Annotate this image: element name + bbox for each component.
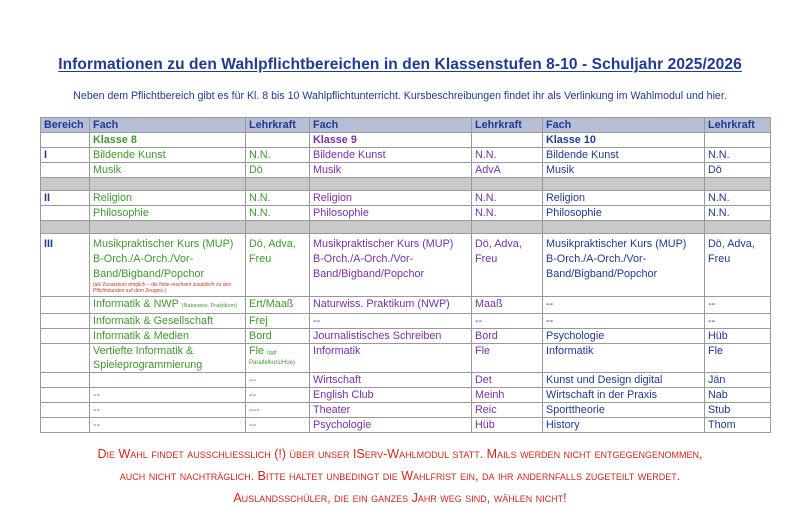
cell-lehrkraft-10: -- <box>705 314 771 329</box>
cell-lehrkraft-8: -- <box>246 388 310 403</box>
cell-lehrkraft-9: Bord <box>472 329 543 344</box>
cell-fach-9: Informatik <box>310 344 472 373</box>
cell-fach-10: Psychologie <box>543 329 705 344</box>
cell-fach-9: English Club <box>310 388 472 403</box>
cell-fach-10: Wirtschaft in der Praxis <box>543 388 705 403</box>
cell-fach-10: Musikpraktischer Kurs (MUP) B-Orch./A-Orch./Vor- Band/Bigband/Popchor <box>543 234 705 297</box>
cell-fach-10: History <box>543 418 705 433</box>
cell-lehrkraft-10: N.N. <box>705 206 771 221</box>
klassen-row <box>41 133 771 148</box>
header-fach-10: Fach <box>543 118 705 133</box>
cell-fach-8: Informatik & Gesellschaft <box>90 314 246 329</box>
cell-lehrkraft-10: Dö, Adva, Freu <box>705 234 771 297</box>
cell-fach-8: Bildende Kunst <box>90 148 246 163</box>
wahlpflicht-table <box>40 117 771 433</box>
table-row <box>41 206 771 221</box>
cell-fach-10: Musik <box>543 163 705 178</box>
header-bereich: Bereich <box>41 118 90 133</box>
cell-lehrkraft-9: Dö, Adva, Freu <box>472 234 543 297</box>
cell-fach-8: Informatik & NWP (Naturwiss. Praktikum) <box>90 297 246 314</box>
cell-lehrkraft-10: Thom <box>705 418 771 433</box>
klasse-9-label: Klasse 9 <box>310 133 472 148</box>
table-row <box>41 234 771 297</box>
notice-text <box>0 443 800 509</box>
cell-lehrkraft-9: AdvA <box>472 163 543 178</box>
notice-line: Auslandsschüler, die ein ganzes Jahr weg sind, wählen nicht! <box>233 491 567 505</box>
cell-lehrkraft-8: Ert/Maaß <box>246 297 310 314</box>
cell-lehrkraft-10: Dö <box>705 163 771 178</box>
cell-lehrkraft-9: Meinh <box>472 388 543 403</box>
cell-lehrkraft-9: N.N. <box>472 148 543 163</box>
cell-lehrkraft-9: Det <box>472 373 543 388</box>
cell-lehrkraft-8: Dö, Adva, Freu <box>246 234 310 297</box>
cell-fach-10: Religion <box>543 191 705 206</box>
page-subtitle: Neben dem Pflichtbereich gibt es für Kl. 8 bis 10 Wahlpflichtunterricht. Kursbeschreibungen findet ihr als Verlinkung im Wahlmodul und hier. <box>73 90 727 102</box>
cell-lehrkraft-10: Fle <box>705 344 771 373</box>
cell-lehrkraft-10: Jän <box>705 373 771 388</box>
cell-fach-8: Informatik & Medien <box>90 329 246 344</box>
table-row <box>41 148 771 163</box>
cell-fach-8: -- <box>90 403 246 418</box>
cell-fach-9: Theater <box>310 403 472 418</box>
page-title: Informationen zu den Wahlpflichtbereichen in den Klassenstufen 8-10 - Schuljahr 2025/2026 <box>58 56 742 73</box>
cell-fach-9: Musikpraktischer Kurs (MUP) B-Orch./A-Orch./Vor- Band/Bigband/Popchor <box>310 234 472 297</box>
table-row <box>41 314 771 329</box>
cell-fach-10: Philosophie <box>543 206 705 221</box>
cell-lehrkraft-9: Hüb <box>472 418 543 433</box>
bereich-label: III <box>41 234 90 297</box>
cell-fach-8: Vertiefte Informatik & Spieleprogrammierung <box>90 344 246 373</box>
cell-lehrkraft-9: Reic <box>472 403 543 418</box>
cell-fach-9: Journalistisches Schreiben <box>310 329 472 344</box>
cell-lehrkraft-9: N.N. <box>472 206 543 221</box>
cell-fach-9: Naturwiss. Praktikum (NWP) <box>310 297 472 314</box>
table-row <box>41 403 771 418</box>
table-row <box>41 329 771 344</box>
table-row <box>41 191 771 206</box>
cell-lehrkraft-9: Maaß <box>472 297 543 314</box>
cell-fach-8: Musik <box>90 163 246 178</box>
cell-lehrkraft-8: --- <box>246 403 310 418</box>
cell-lehrkraft-9: Fle <box>472 344 543 373</box>
cell-fach-9: -- <box>310 314 472 329</box>
cell-lehrkraft-9: -- <box>472 314 543 329</box>
table-row <box>41 297 771 314</box>
table-row <box>41 388 771 403</box>
cell-fach-10: -- <box>543 314 705 329</box>
cell-lehrkraft-10: Stub <box>705 403 771 418</box>
cell-fach-9: Philosophie <box>310 206 472 221</box>
cell-lehrkraft-8: Fle (ggf. Parallelkurs/Hoe) <box>246 344 310 373</box>
separator-row <box>41 221 771 234</box>
notice-line: Die Wahl findet ausschließlich (!) über unser IServ-Wahlmodul statt. Mails werden nicht entgegengenommen, <box>97 447 703 461</box>
cell-fach-10: Kunst und Design digital <box>543 373 705 388</box>
klasse-8-label: Klasse 8 <box>90 133 246 148</box>
cell-fach-8: -- <box>90 388 246 403</box>
cell-fach-9: Psychologie <box>310 418 472 433</box>
header-row <box>41 118 771 133</box>
cell-fach-8: Musikpraktischer Kurs (MUP) B-Orch./A-Orch./Vor- Band/Bigband/Popchor (als Zusatzkurs möglich – die Note erscheint zusätzlich zu den Pflichtstunden auf dem Zeugnis.) <box>90 234 246 297</box>
table-row <box>41 418 771 433</box>
cell-fach-8: -- <box>90 418 246 433</box>
separator-row <box>41 178 771 191</box>
cell-fach-8: Religion <box>90 191 246 206</box>
cell-fach-9: Musik <box>310 163 472 178</box>
klasse-10-label: Klasse 10 <box>543 133 705 148</box>
bereich-label: I <box>41 148 90 163</box>
cell-lehrkraft-10: N.N. <box>705 148 771 163</box>
cell-fach-10: -- <box>543 297 705 314</box>
cell-fach-8: Philosophie <box>90 206 246 221</box>
cell-lehrkraft-10: Nab <box>705 388 771 403</box>
cell-lehrkraft-8: N.N. <box>246 148 310 163</box>
cell-fach-9: Wirtschaft <box>310 373 472 388</box>
cell-lehrkraft-8: N.N. <box>246 191 310 206</box>
cell-fach-10: Bildende Kunst <box>543 148 705 163</box>
header-lehrkraft-9: Lehrkraft <box>472 118 543 133</box>
cell-lehrkraft-9: N.N. <box>472 191 543 206</box>
cell-fach-10: Informatik <box>543 344 705 373</box>
cell-lehrkraft-10: Hüb <box>705 329 771 344</box>
header-lehrkraft-10: Lehrkraft <box>705 118 771 133</box>
notice-line: auch nicht nachträglich. Bitte haltet unbedingt die Wahlfrist ein, da ihr andernfalls zugeteilt werdet. <box>119 469 681 483</box>
header-fach-8: Fach <box>90 118 246 133</box>
table-row <box>41 344 771 373</box>
cell-lehrkraft-8: Dö <box>246 163 310 178</box>
cell-lehrkraft-8: Frej <box>246 314 310 329</box>
header-lehrkraft-8: Lehrkraft <box>246 118 310 133</box>
fach-note: (als Zusatzkurs möglich – die Note erscheint zusätzlich zu den Pflichtstunden auf dem Zeugnis.) <box>93 282 232 294</box>
cell-lehrkraft-10: N.N. <box>705 191 771 206</box>
cell-fach-9: Religion <box>310 191 472 206</box>
cell-lehrkraft-8: Bord <box>246 329 310 344</box>
cell-fach-10: Sporttheorie <box>543 403 705 418</box>
bereich-label: II <box>41 191 90 206</box>
cell-lehrkraft-8: N.N. <box>246 206 310 221</box>
header-fach-9: Fach <box>310 118 472 133</box>
cell-lehrkraft-8: -- <box>246 373 310 388</box>
cell-lehrkraft-8: -- <box>246 418 310 433</box>
table-row <box>41 373 771 388</box>
table-row <box>41 163 771 178</box>
cell-fach-9: Bildende Kunst <box>310 148 472 163</box>
cell-lehrkraft-10: -- <box>705 297 771 314</box>
